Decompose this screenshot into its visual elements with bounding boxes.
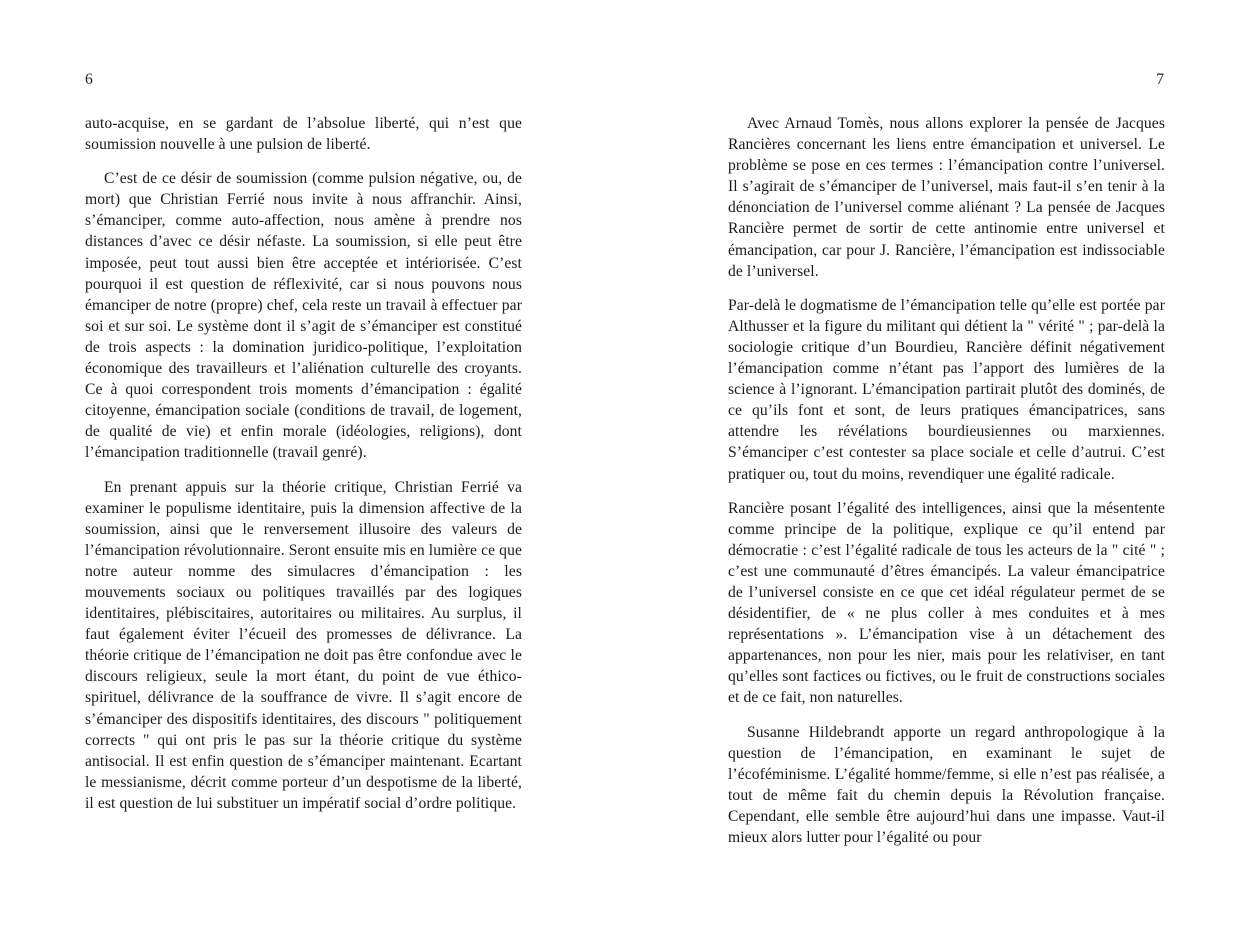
paragraph: Rancière posant l’égalité des intelligences, ainsi que la mésentente comme principe de la politique, explique ce qu’il entend par démocratie : c’est l’égalité radicale de tous les acteurs de la " cité " ; c’est une communauté d’êtres émancipés. La valeur émancipatrice de l’universel consiste en ce que cet idéal régulateur permet de se désidentifier, de « ne plus coller à mes conduites et à mes représentations ». L’émancipation vise à un détachement des appartenances, non pour les nier, mais pour les relativiser, en tant qu’elles sont factices ou fictives, ou le fruit de constructions sociales et de ce fait, non naturelles. <box>728 499 1165 707</box>
page-number-right: 7 <box>1156 71 1164 88</box>
page-number-left: 6 <box>85 71 93 88</box>
right-page-text-column <box>728 113 1165 848</box>
paragraph: Susanne Hildebrandt apporte un regard anthropologique à la question de l’émancipation, en examinant le sujet de l’écoféminisme. L’égalité homme/femme, si elle n’est pas réalisée, a tout de même fait du chemin depuis la Révolution française. Cependant, elle semble être aujourd’hui dans une impasse. Vaut-il mieux alors lutter pour l’égalité ou pour <box>728 723 1165 846</box>
paragraph: C’est de ce désir de soumission (comme pulsion négative, ou, de mort) que Christian Ferrié nous invite à nous affranchir. Ainsi, s’émanciper, comme auto-affection, nous amène à prendre nos distances d’avec ce désir néfaste. La soumission, si elle peut être imposée, peut tout aussi bien être acceptée et intériorisée. C’est pourquoi il est question de réflexivité, car si nous pouvons nous émanciper de notre (propre) chef, cela reste un travail à effectuer par soi et sur soi. Le système dont il s’agit de s’émanciper est constitué de trois aspects : la domination juridico-politique, l’exploitation économique des travailleurs et l’aliénation culturelle des croyants. Ce à quoi correspondent trois moments d’émancipation : égalité citoyenne, émancipation sociale (conditions de travail, de logement, de qualité de vie) et enfin morale (idéologies, religions), dont l’émancipation traditionnelle (travail genré). <box>85 170 522 462</box>
right-page <box>625 0 1250 949</box>
paragraph: En prenant appuis sur la théorie critique, Christian Ferrié va examiner le populisme identitaire, puis la dimension affective de la soumission, ainsi que le renversement illusoire des valeurs de l’émancipation révolutionnaire. Seront ensuite mis en lumière ce que notre auteur nomme des simulacres d’émancipation : les mouvements sociaux ou politiques travaillés par des logiques identitaires, plébiscitaires, autoritaires ou militaires. Au surplus, il faut également éviter l’écueil des promesses de délivrance. La théorie critique de l’émancipation ne doit pas être confondue avec le discours religieux, seule la mort étant, du point de vue éthico-spirituel, délivrance de la souffrance de vivre. Il s’agit encore de s’émanciper des dispositifs identitaires, des discours " politiquement corrects " qui ont pris le pas sur la théorie critique du système antisocial. Il est enfin question de s’émanciper maintenant. Ecartant le messianisme, décrit comme porteur d’un despotisme de la liberté, il est question de lui substituer un impératif social d’ordre politique. <box>85 478 522 812</box>
paragraph: auto-acquise, en se gardant de l’absolue liberté, qui n’est que soumission nouvelle à une pulsion de liberté. <box>85 115 522 154</box>
left-page-text-column <box>85 113 522 814</box>
paragraph: Par-delà le dogmatisme de l’émancipation telle qu’elle est portée par Althusser et la figure du militant qui détient la " vérité " ; par-delà la sociologie critique d’un Bourdieu, Rancière définit négativement l’émancipation comme n’étant pas l’apport des lumières de la science à l’ignorant. L’émancipation partirait plutôt des dominés, de ce qu’ils font et sont, de leurs pratiques émancipatrices, sans attendre les révélations bourdieusiennes ou marxiennes. S’émanciper c’est contester sa place sociale et celle d’autrui. C’est pratiquer ou, tout du moins, revendiquer une égalité radicale. <box>728 296 1165 483</box>
paragraph: Avec Arnaud Tomès, nous allons explorer la pensée de Jacques Rancières concernant les liens entre émancipation et universel. Le problème se pose en ces termes : l’émancipation contre l’universel. Il s’agirait de s’émanciper de l’universel, mais faut-il s’en tenir à la dénonciation de l’universel comme aliénant ? La pensée de Jacques Rancière permet de sortir de cette antinomie entre universel et émancipation, car pour J. Rancière, l’émancipation est indissociable de l’universel. <box>728 115 1165 280</box>
